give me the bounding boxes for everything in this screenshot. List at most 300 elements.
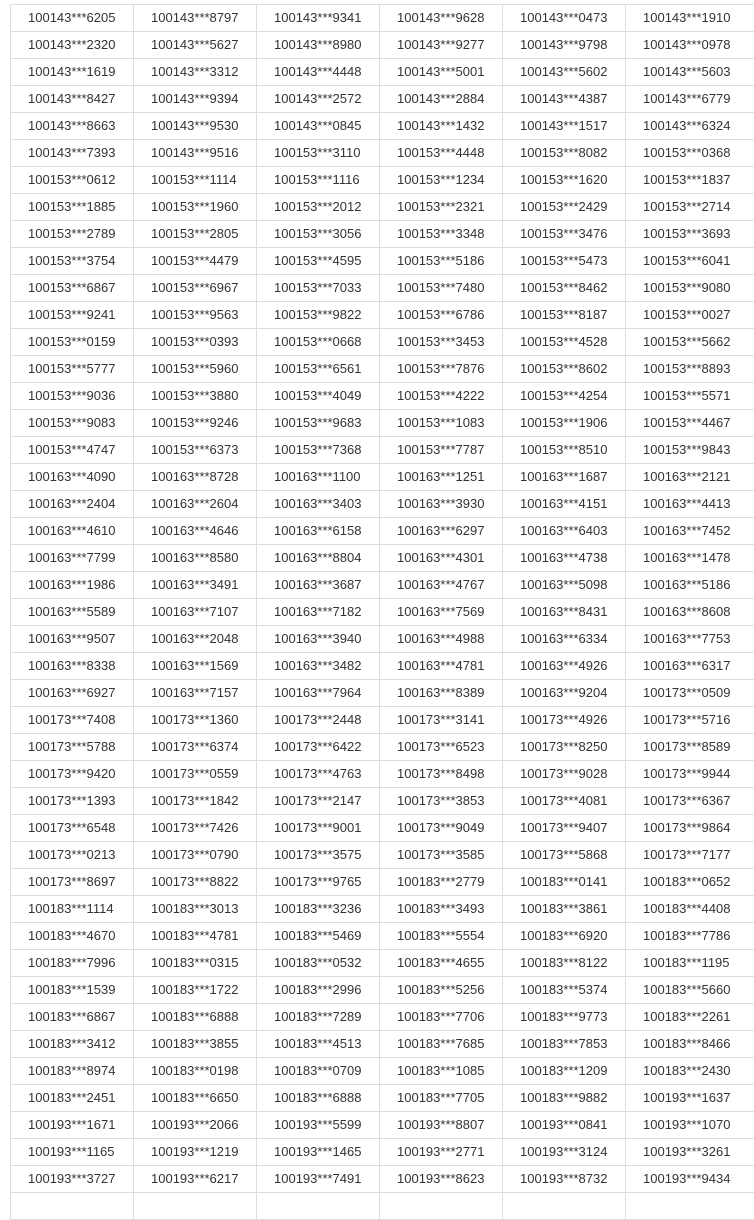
table-cell: 100153***6561 — [257, 356, 380, 383]
table-cell: 100163***8728 — [134, 464, 257, 491]
table-cell: 100153***4747 — [11, 437, 134, 464]
table-row — [11, 653, 754, 680]
table-row — [11, 410, 754, 437]
table-cell: 100143***5602 — [503, 59, 626, 86]
table-cell: 100163***7753 — [626, 626, 754, 653]
table-row — [11, 680, 754, 707]
table-cell: 100153***1885 — [11, 194, 134, 221]
table-cell: 100153***4595 — [257, 248, 380, 275]
table-cell: 100153***9036 — [11, 383, 134, 410]
table-cell: 100143***7393 — [11, 140, 134, 167]
table-cell: 100153***5777 — [11, 356, 134, 383]
table-cell: 100173***6548 — [11, 815, 134, 842]
table-cell: 100153***7033 — [257, 275, 380, 302]
table-cell: 100163***8580 — [134, 545, 257, 572]
table-cell: 100163***6403 — [503, 518, 626, 545]
table-cell: 100163***4610 — [11, 518, 134, 545]
table-cell — [134, 1193, 257, 1220]
table-cell: 100173***4926 — [503, 707, 626, 734]
table-cell: 100183***2779 — [380, 869, 503, 896]
table-cell: 100163***2404 — [11, 491, 134, 518]
table-cell: 100153***5662 — [626, 329, 754, 356]
table-cell: 100193***3261 — [626, 1139, 754, 1166]
table-cell: 100183***3855 — [134, 1031, 257, 1058]
table-cell: 100193***1671 — [11, 1112, 134, 1139]
table-cell: 100173***8250 — [503, 734, 626, 761]
table-cell: 100153***2429 — [503, 194, 626, 221]
table-cell: 100173***8589 — [626, 734, 754, 761]
table-cell: 100163***1478 — [626, 545, 754, 572]
table-cell: 100193***3124 — [503, 1139, 626, 1166]
table-cell: 100183***1209 — [503, 1058, 626, 1085]
table-cell: 100143***8980 — [257, 32, 380, 59]
table-cell: 100143***9394 — [134, 86, 257, 113]
table-cell: 100163***7964 — [257, 680, 380, 707]
table-cell: 100183***9773 — [503, 1004, 626, 1031]
table-cell: 100153***6867 — [11, 275, 134, 302]
table-cell: 100173***3141 — [380, 707, 503, 734]
table-cell: 100153***4049 — [257, 383, 380, 410]
table-cell: 100163***4738 — [503, 545, 626, 572]
table-cell: 100183***1539 — [11, 977, 134, 1004]
table-cell: 100183***2261 — [626, 1004, 754, 1031]
table-cell: 100183***5660 — [626, 977, 754, 1004]
table-row — [11, 1085, 754, 1112]
table-cell: 100153***1116 — [257, 167, 380, 194]
table-cell: 100173***4081 — [503, 788, 626, 815]
table-cell: 100143***5603 — [626, 59, 754, 86]
table-cell: 100163***1100 — [257, 464, 380, 491]
table-cell: 100163***4767 — [380, 572, 503, 599]
table-cell: 100173***0509 — [626, 680, 754, 707]
table-cell: 100193***1219 — [134, 1139, 257, 1166]
table-cell: 100183***7996 — [11, 950, 134, 977]
table-cell: 100183***8466 — [626, 1031, 754, 1058]
table-cell: 100143***1432 — [380, 113, 503, 140]
table-cell: 100183***2430 — [626, 1058, 754, 1085]
table-cell: 100173***4763 — [257, 761, 380, 788]
table-cell: 100173***8697 — [11, 869, 134, 896]
table-cell: 100163***7182 — [257, 599, 380, 626]
table-cell: 100163***3940 — [257, 626, 380, 653]
table-cell: 100163***7452 — [626, 518, 754, 545]
table-cell: 100153***9563 — [134, 302, 257, 329]
table-cell: 100153***3754 — [11, 248, 134, 275]
table-cell: 100183***2996 — [257, 977, 380, 1004]
table-cell: 100153***1837 — [626, 167, 754, 194]
table-cell — [626, 1193, 754, 1220]
table-cell: 100173***8498 — [380, 761, 503, 788]
table-cell: 100163***2604 — [134, 491, 257, 518]
table-cell: 100183***3493 — [380, 896, 503, 923]
table-cell: 100173***9420 — [11, 761, 134, 788]
table-cell: 100143***0845 — [257, 113, 380, 140]
table-cell: 100143***2572 — [257, 86, 380, 113]
table-cell: 100163***4646 — [134, 518, 257, 545]
table-cell: 100183***3013 — [134, 896, 257, 923]
table-cell: 100153***3110 — [257, 140, 380, 167]
table-cell: 100143***1619 — [11, 59, 134, 86]
table-cell: 100173***6422 — [257, 734, 380, 761]
table-cell: 100183***0198 — [134, 1058, 257, 1085]
table-cell: 100153***8510 — [503, 437, 626, 464]
table-cell: 100193***2771 — [380, 1139, 503, 1166]
table-cell: 100153***7368 — [257, 437, 380, 464]
table-cell: 100143***5627 — [134, 32, 257, 59]
table-row — [11, 329, 754, 356]
table-cell: 100183***0709 — [257, 1058, 380, 1085]
table-cell: 100143***0978 — [626, 32, 754, 59]
table-cell: 100143***1910 — [626, 5, 754, 32]
table-row — [11, 86, 754, 113]
table-cell: 100153***8893 — [626, 356, 754, 383]
table-cell: 100183***5256 — [380, 977, 503, 1004]
table-row — [11, 734, 754, 761]
table-cell: 100143***6324 — [626, 113, 754, 140]
table-cell: 100183***6867 — [11, 1004, 134, 1031]
table-cell: 100143***8797 — [134, 5, 257, 32]
table-row — [11, 950, 754, 977]
table-row — [11, 464, 754, 491]
table-cell: 100153***9241 — [11, 302, 134, 329]
table-cell: 100143***5001 — [380, 59, 503, 86]
table-cell: 100193***1165 — [11, 1139, 134, 1166]
table-row — [11, 977, 754, 1004]
table-cell: 100143***0473 — [503, 5, 626, 32]
table-cell: 100143***4448 — [257, 59, 380, 86]
table-cell: 100143***8663 — [11, 113, 134, 140]
table-cell: 100183***7853 — [503, 1031, 626, 1058]
table-cell: 100143***6779 — [626, 86, 754, 113]
table-cell: 100173***1842 — [134, 788, 257, 815]
table-cell: 100173***7177 — [626, 842, 754, 869]
table-cell: 100143***1517 — [503, 113, 626, 140]
table-cell: 100153***1960 — [134, 194, 257, 221]
table-cell: 100173***6374 — [134, 734, 257, 761]
table-cell: 100143***9516 — [134, 140, 257, 167]
table-cell: 100183***9882 — [503, 1085, 626, 1112]
table-cell: 100143***9628 — [380, 5, 503, 32]
table-cell: 100193***0841 — [503, 1112, 626, 1139]
table-cell: 100163***7107 — [134, 599, 257, 626]
table-cell: 100163***6297 — [380, 518, 503, 545]
table-cell: 100183***4670 — [11, 923, 134, 950]
table-cell: 100183***4513 — [257, 1031, 380, 1058]
table-cell: 100183***6650 — [134, 1085, 257, 1112]
table-row — [11, 626, 754, 653]
table-row — [11, 113, 754, 140]
table-cell: 100163***8338 — [11, 653, 134, 680]
table-cell: 100173***1360 — [134, 707, 257, 734]
table-cell: 100183***4408 — [626, 896, 754, 923]
table-cell: 100143***4387 — [503, 86, 626, 113]
table-cell: 100153***0159 — [11, 329, 134, 356]
table-row — [11, 1166, 754, 1193]
table-cell: 100193***1070 — [626, 1112, 754, 1139]
table-row — [11, 221, 754, 248]
table-cell: 100163***4151 — [503, 491, 626, 518]
table-cell: 100163***5098 — [503, 572, 626, 599]
table-cell: 100163***5589 — [11, 599, 134, 626]
table-cell: 100183***3861 — [503, 896, 626, 923]
table-cell: 100163***1251 — [380, 464, 503, 491]
table-cell: 100153***7787 — [380, 437, 503, 464]
table-cell: 100193***8732 — [503, 1166, 626, 1193]
table-row — [11, 1031, 754, 1058]
table-cell: 100183***1195 — [626, 950, 754, 977]
table-cell: 100163***3491 — [134, 572, 257, 599]
table-cell: 100163***9507 — [11, 626, 134, 653]
table-cell: 100173***9407 — [503, 815, 626, 842]
table-cell: 100163***1569 — [134, 653, 257, 680]
table-cell: 100163***7569 — [380, 599, 503, 626]
table-row — [11, 167, 754, 194]
table-cell: 100183***6920 — [503, 923, 626, 950]
table-cell: 100153***4254 — [503, 383, 626, 410]
table-cell — [257, 1193, 380, 1220]
table-cell: 100153***2805 — [134, 221, 257, 248]
table-cell: 100173***0559 — [134, 761, 257, 788]
table-row — [11, 437, 754, 464]
table-cell: 100153***0668 — [257, 329, 380, 356]
table-cell: 100153***5960 — [134, 356, 257, 383]
table-row — [11, 1004, 754, 1031]
table-cell: 100153***5571 — [626, 383, 754, 410]
table-cell: 100153***7876 — [380, 356, 503, 383]
table-cell: 100153***0027 — [626, 302, 754, 329]
table-cell: 100163***2121 — [626, 464, 754, 491]
table-cell: 100183***3236 — [257, 896, 380, 923]
table-row — [11, 518, 754, 545]
table-cell: 100153***1083 — [380, 410, 503, 437]
table-cell: 100163***2048 — [134, 626, 257, 653]
table-cell: 100153***8602 — [503, 356, 626, 383]
table-row — [11, 896, 754, 923]
table-cell: 100183***1114 — [11, 896, 134, 923]
table-cell: 100183***8122 — [503, 950, 626, 977]
table-cell: 100183***6888 — [134, 1004, 257, 1031]
table-cell: 100153***2789 — [11, 221, 134, 248]
table-cell: 100143***3312 — [134, 59, 257, 86]
table-cell: 100183***1085 — [380, 1058, 503, 1085]
table-cell: 100183***1722 — [134, 977, 257, 1004]
table-cell: 100173***3575 — [257, 842, 380, 869]
table-cell: 100163***1687 — [503, 464, 626, 491]
table-row — [11, 1139, 754, 1166]
table-cell: 100183***7685 — [380, 1031, 503, 1058]
table-cell: 100163***4090 — [11, 464, 134, 491]
table-cell: 100193***1465 — [257, 1139, 380, 1166]
table-cell: 100173***5868 — [503, 842, 626, 869]
table-cell: 100173***0213 — [11, 842, 134, 869]
table-cell: 100163***3930 — [380, 491, 503, 518]
table-cell: 100163***6927 — [11, 680, 134, 707]
table-cell: 100183***7705 — [380, 1085, 503, 1112]
table-cell: 100163***7157 — [134, 680, 257, 707]
table-cell: 100173***5788 — [11, 734, 134, 761]
table-cell: 100163***3403 — [257, 491, 380, 518]
table-cell: 100193***6217 — [134, 1166, 257, 1193]
table-cell: 100153***1114 — [134, 167, 257, 194]
table-cell: 100163***3482 — [257, 653, 380, 680]
table-row — [11, 1112, 754, 1139]
table-cell: 100143***6205 — [11, 5, 134, 32]
table-cell: 100153***8187 — [503, 302, 626, 329]
table-cell: 100153***1906 — [503, 410, 626, 437]
table-cell: 100173***9765 — [257, 869, 380, 896]
table-cell: 100163***6317 — [626, 653, 754, 680]
masked-id-table — [10, 4, 754, 1220]
table-row — [11, 545, 754, 572]
table-row — [11, 491, 754, 518]
table-cell: 100143***9798 — [503, 32, 626, 59]
table-cell: 100153***9822 — [257, 302, 380, 329]
table-cell: 100163***8431 — [503, 599, 626, 626]
table-cell: 100173***3585 — [380, 842, 503, 869]
table-row — [11, 1058, 754, 1085]
table-cell: 100153***6041 — [626, 248, 754, 275]
table-row — [11, 383, 754, 410]
table-cell: 100153***1234 — [380, 167, 503, 194]
table-row — [11, 788, 754, 815]
table-row — [11, 32, 754, 59]
table-cell: 100183***0141 — [503, 869, 626, 896]
table-cell: 100163***8608 — [626, 599, 754, 626]
table-cell: 100153***3348 — [380, 221, 503, 248]
table-cell: 100153***3693 — [626, 221, 754, 248]
table-cell: 100183***5554 — [380, 923, 503, 950]
table-cell: 100153***0393 — [134, 329, 257, 356]
table-cell: 100153***2012 — [257, 194, 380, 221]
table-cell: 100193***2066 — [134, 1112, 257, 1139]
table-cell: 100173***9028 — [503, 761, 626, 788]
table-cell: 100153***2714 — [626, 194, 754, 221]
table-row — [11, 275, 754, 302]
table-cell: 100143***9341 — [257, 5, 380, 32]
table-cell: 100163***4413 — [626, 491, 754, 518]
table-cell: 100163***7799 — [11, 545, 134, 572]
table-cell: 100153***9246 — [134, 410, 257, 437]
table-cell: 100143***2320 — [11, 32, 134, 59]
table-row — [11, 356, 754, 383]
table-cell: 100153***0368 — [626, 140, 754, 167]
table-cell: 100163***4781 — [380, 653, 503, 680]
table-cell: 100173***3853 — [380, 788, 503, 815]
table-cell: 100153***7480 — [380, 275, 503, 302]
table-cell: 100163***8389 — [380, 680, 503, 707]
table-cell: 100173***9049 — [380, 815, 503, 842]
table-cell: 100193***8623 — [380, 1166, 503, 1193]
table-cell: 100163***5186 — [626, 572, 754, 599]
table-cell: 100183***0315 — [134, 950, 257, 977]
table-cell: 100183***5469 — [257, 923, 380, 950]
table-row — [11, 815, 754, 842]
table-cell: 100183***7786 — [626, 923, 754, 950]
table-cell: 100183***3412 — [11, 1031, 134, 1058]
table-cell: 100153***2321 — [380, 194, 503, 221]
table-row — [11, 140, 754, 167]
table-cell: 100153***9843 — [626, 437, 754, 464]
table-cell: 100153***3056 — [257, 221, 380, 248]
table-cell: 100163***4988 — [380, 626, 503, 653]
table-cell: 100193***7491 — [257, 1166, 380, 1193]
table-cell — [380, 1193, 503, 1220]
table-cell: 100153***0612 — [11, 167, 134, 194]
table-cell: 100153***5473 — [503, 248, 626, 275]
table-cell: 100153***9080 — [626, 275, 754, 302]
table-row — [11, 194, 754, 221]
table-cell — [11, 1193, 134, 1220]
table-row — [11, 869, 754, 896]
table-row — [11, 302, 754, 329]
table-cell — [503, 1193, 626, 1220]
table-cell: 100163***3687 — [257, 572, 380, 599]
table-cell: 100193***1637 — [626, 1085, 754, 1112]
table-row — [11, 5, 754, 32]
table-cell: 100153***4222 — [380, 383, 503, 410]
table-cell: 100173***2448 — [257, 707, 380, 734]
table-cell: 100183***6888 — [257, 1085, 380, 1112]
table-cell: 100143***8427 — [11, 86, 134, 113]
table-cell: 100173***5716 — [626, 707, 754, 734]
table-cell: 100153***3453 — [380, 329, 503, 356]
table-cell: 100153***1620 — [503, 167, 626, 194]
table-cell: 100183***7706 — [380, 1004, 503, 1031]
table-cell: 100143***9277 — [380, 32, 503, 59]
table-cell: 100173***0790 — [134, 842, 257, 869]
table-cell: 100153***3880 — [134, 383, 257, 410]
table-cell: 100173***1393 — [11, 788, 134, 815]
table-cell: 100153***4528 — [503, 329, 626, 356]
table-cell: 100143***9530 — [134, 113, 257, 140]
table-row — [11, 707, 754, 734]
table-cell: 100173***9864 — [626, 815, 754, 842]
table-cell: 100163***4301 — [380, 545, 503, 572]
table-cell: 100173***8822 — [134, 869, 257, 896]
table-cell: 100153***6967 — [134, 275, 257, 302]
table-cell: 100193***9434 — [626, 1166, 754, 1193]
table-cell: 100153***8462 — [503, 275, 626, 302]
table-row — [11, 59, 754, 86]
table-cell: 100183***0532 — [257, 950, 380, 977]
table-row — [11, 1193, 754, 1220]
table-cell: 100153***8082 — [503, 140, 626, 167]
table-cell: 100183***5374 — [503, 977, 626, 1004]
table-cell: 100153***4448 — [380, 140, 503, 167]
table-cell: 100163***6158 — [257, 518, 380, 545]
table-cell: 100173***9944 — [626, 761, 754, 788]
table-row — [11, 761, 754, 788]
table-cell: 100163***4926 — [503, 653, 626, 680]
table-row — [11, 923, 754, 950]
table-cell: 100173***7408 — [11, 707, 134, 734]
table-cell: 100153***9683 — [257, 410, 380, 437]
table-cell: 100183***8974 — [11, 1058, 134, 1085]
table-cell: 100173***7426 — [134, 815, 257, 842]
table-row — [11, 599, 754, 626]
table-cell: 100153***6786 — [380, 302, 503, 329]
table-cell: 100163***1986 — [11, 572, 134, 599]
table-cell: 100143***2884 — [380, 86, 503, 113]
table-cell: 100173***9001 — [257, 815, 380, 842]
table-cell: 100153***6373 — [134, 437, 257, 464]
table-cell: 100183***4655 — [380, 950, 503, 977]
table-cell: 100153***4467 — [626, 410, 754, 437]
table-body — [11, 5, 754, 1220]
table-cell: 100183***7289 — [257, 1004, 380, 1031]
table-cell: 100153***9083 — [11, 410, 134, 437]
table-cell: 100193***5599 — [257, 1112, 380, 1139]
